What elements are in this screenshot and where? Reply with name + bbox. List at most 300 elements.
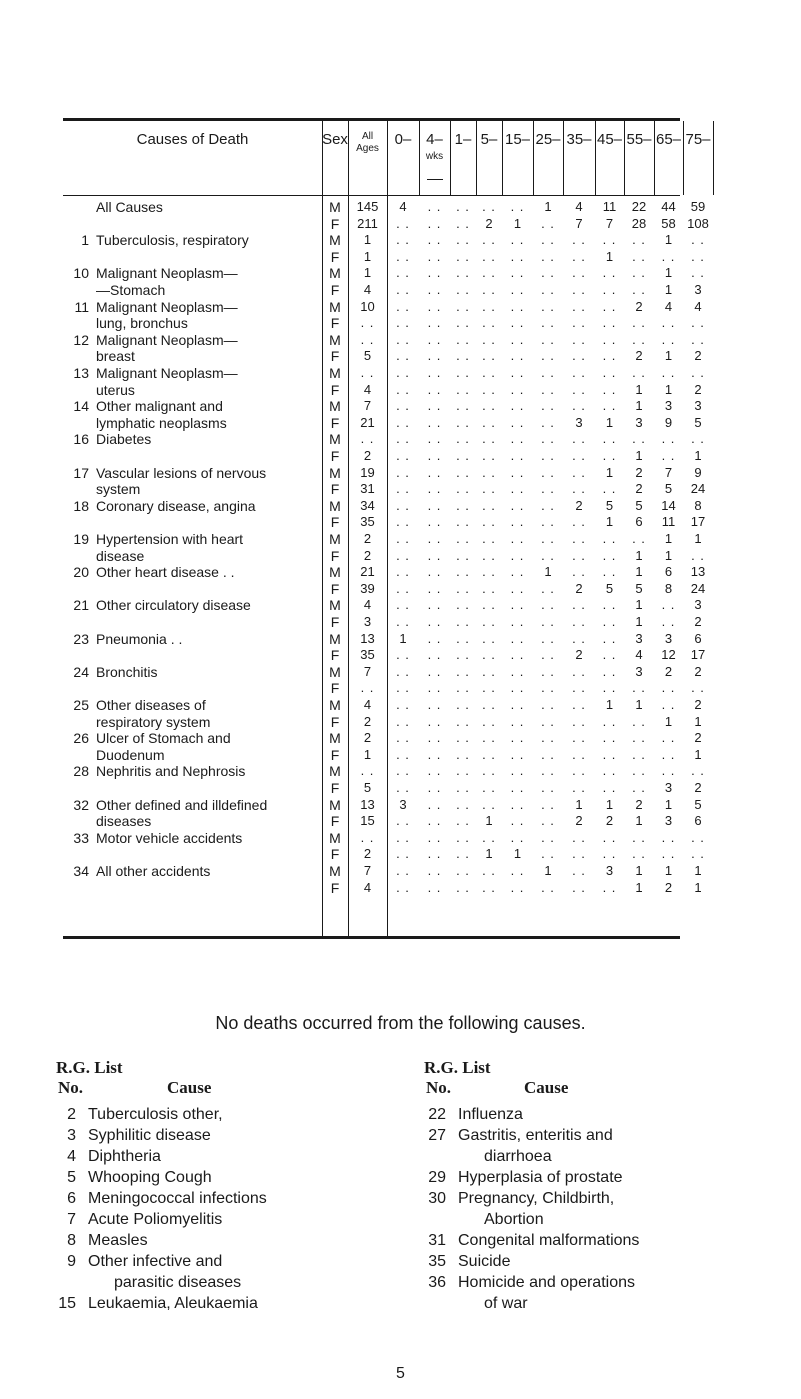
list-item	[424, 1209, 764, 1230]
count-cell: 1	[664, 232, 673, 248]
sex-cell: M	[329, 663, 341, 680]
empty-cell: . .	[427, 448, 442, 463]
list-item	[56, 1293, 386, 1314]
sex-cell: M	[329, 464, 341, 481]
empty-cell: . .	[602, 365, 617, 380]
cause-label: lymphatic neoplasms	[96, 414, 227, 431]
list-item	[56, 1209, 386, 1230]
list-item	[424, 1293, 764, 1314]
empty-cell: . .	[396, 680, 410, 696]
count-cell: 2	[694, 697, 702, 712]
empty-cell: . .	[541, 381, 555, 397]
empty-cell: . .	[541, 315, 555, 331]
list-item	[424, 1167, 764, 1188]
empty-cell: . .	[632, 265, 646, 281]
empty-cell: . .	[360, 431, 375, 447]
empty-cell: . .	[427, 298, 442, 314]
empty-cell: . .	[482, 199, 496, 214]
empty-cell: . .	[510, 365, 525, 380]
count-cell: 6	[694, 813, 702, 829]
count-cell: 1	[605, 514, 614, 530]
list-item	[424, 1188, 764, 1209]
empty-cell: . .	[456, 248, 470, 264]
table-row	[63, 381, 702, 398]
count-cell: 14	[661, 497, 676, 513]
cause-number: 18	[73, 497, 89, 514]
empty-cell: . .	[482, 597, 496, 613]
sex-cell: F	[330, 746, 340, 763]
empty-cell: . .	[396, 448, 410, 463]
empty-cell: . .	[661, 763, 676, 779]
empty-cell: . .	[482, 680, 496, 696]
empty-cell: . .	[541, 580, 555, 596]
empty-cell: . .	[572, 746, 586, 762]
empty-cell: . .	[396, 497, 410, 513]
cause-cell	[67, 880, 320, 896]
cause-label: Ulcer of Stomach and	[96, 730, 231, 747]
left-list-subheading	[56, 1078, 386, 1104]
sex-cell: M	[329, 398, 341, 415]
empty-cell: . .	[691, 248, 705, 264]
empty-cell: . .	[482, 697, 496, 712]
table-row	[63, 863, 702, 879]
sex-cell: M	[329, 796, 341, 813]
empty-cell: . .	[691, 365, 705, 380]
list-item	[424, 1146, 764, 1167]
empty-cell: . .	[572, 365, 586, 380]
empty-cell: . .	[482, 746, 496, 762]
list-item-cause: Influenza	[458, 1106, 523, 1123]
column-rule	[563, 121, 564, 195]
cause-cell	[67, 348, 320, 364]
column-rule	[502, 121, 503, 195]
empty-cell: . .	[510, 298, 525, 314]
empty-cell: . .	[396, 730, 410, 746]
table-row	[63, 597, 702, 614]
count-cell: 1	[635, 597, 643, 613]
cause-cell	[67, 465, 320, 481]
empty-cell: . .	[510, 514, 525, 530]
list-item-cause: Syphilitic disease	[88, 1127, 211, 1144]
count-cell: 6	[664, 564, 673, 580]
empty-cell: . .	[510, 647, 525, 663]
right-list-items	[424, 1104, 764, 1314]
empty-cell: . .	[510, 780, 525, 795]
table-row	[63, 829, 705, 846]
count-cell: 3	[694, 282, 702, 297]
cause-label: respiratory system	[96, 713, 211, 730]
cause-label: breast	[96, 348, 135, 365]
cause-label: All Causes	[96, 199, 163, 215]
empty-cell: . .	[602, 448, 617, 463]
count-cell: 8	[694, 497, 702, 513]
cause-cell	[67, 631, 320, 647]
empty-cell: . .	[396, 348, 410, 364]
empty-cell: . .	[396, 464, 410, 480]
table-row	[63, 547, 705, 564]
cause-cell	[67, 382, 320, 398]
empty-cell: . .	[427, 315, 442, 331]
empty-cell: . .	[427, 597, 442, 613]
empty-cell: . .	[456, 464, 470, 480]
empty-cell: . .	[602, 647, 617, 663]
empty-cell: . .	[572, 315, 586, 331]
empty-cell: . .	[427, 248, 442, 264]
sex-cell: F	[330, 248, 340, 265]
empty-cell: . .	[602, 780, 617, 795]
empty-cell: . .	[572, 298, 586, 314]
cause-number: 25	[73, 697, 89, 713]
count-cell: 9	[694, 464, 702, 480]
empty-cell: . .	[661, 597, 676, 613]
count-cell: 5	[694, 796, 702, 812]
empty-cell: . .	[691, 315, 705, 331]
empty-cell: . .	[427, 697, 442, 712]
empty-cell: . .	[510, 282, 525, 297]
cause-cell	[67, 299, 320, 315]
cause-label: diseases	[96, 813, 152, 830]
empty-cell: . .	[510, 531, 525, 546]
count-cell: 1	[694, 746, 702, 762]
count-cell: 19	[360, 464, 375, 480]
empty-cell: . .	[427, 265, 442, 281]
header-age-8: 55–	[626, 131, 652, 148]
count-cell: 11	[602, 199, 617, 214]
cause-number: 26	[73, 730, 89, 747]
empty-cell: . .	[602, 481, 617, 497]
empty-cell: . .	[427, 630, 442, 646]
count-cell: 24	[690, 481, 706, 497]
count-cell: 1	[635, 564, 643, 580]
empty-cell: . .	[427, 481, 442, 497]
count-cell: 1	[605, 464, 614, 480]
cause-cell	[67, 664, 320, 680]
count-cell: 24	[690, 580, 706, 596]
empty-cell: . .	[510, 829, 525, 845]
count-cell: 108	[687, 215, 709, 231]
empty-cell: . .	[691, 829, 705, 845]
empty-cell: . .	[572, 481, 586, 497]
cause-cell	[67, 481, 320, 497]
empty-cell: . .	[427, 763, 442, 779]
empty-cell: . .	[396, 298, 410, 314]
count-cell: 13	[360, 796, 375, 812]
cause-cell	[67, 780, 320, 796]
table-row	[63, 448, 702, 464]
cause-cell	[67, 680, 320, 696]
header-age-2: 1–	[454, 131, 472, 148]
column-rule	[476, 121, 477, 195]
cause-cell	[67, 498, 320, 514]
empty-cell: . .	[572, 431, 586, 447]
empty-cell: . .	[572, 846, 586, 862]
cause-number: 28	[73, 763, 89, 780]
count-cell: 2	[575, 497, 583, 513]
count-cell: 1	[575, 796, 583, 812]
list-item	[424, 1272, 764, 1293]
table-row	[63, 630, 702, 647]
left-cause-label: Cause	[167, 1078, 212, 1097]
empty-cell: . .	[510, 348, 525, 364]
count-cell: 3	[363, 614, 372, 629]
count-cell: 1	[664, 265, 673, 281]
table-row	[63, 846, 705, 863]
cause-cell	[67, 265, 320, 281]
list-item	[56, 1251, 386, 1272]
sex-cell: M	[329, 630, 341, 647]
empty-cell: . .	[541, 780, 555, 795]
empty-cell: . .	[510, 464, 525, 480]
count-cell: 39	[360, 580, 375, 596]
count-cell: 1	[544, 199, 552, 214]
empty-cell: . .	[360, 315, 375, 331]
count-cell: 1	[664, 348, 673, 364]
empty-cell: . .	[396, 547, 410, 563]
cause-cell	[67, 315, 320, 331]
count-cell: 3	[664, 398, 673, 414]
empty-cell: . .	[482, 348, 496, 364]
count-cell: 2	[575, 813, 583, 829]
empty-cell: . .	[396, 663, 410, 679]
empty-cell: . .	[427, 580, 442, 596]
empty-cell: . .	[396, 713, 410, 729]
count-cell: 1	[605, 414, 614, 430]
empty-cell: . .	[396, 398, 410, 414]
empty-cell: . .	[456, 647, 470, 663]
cause-label: Tuberculosis, respiratory	[96, 232, 249, 249]
sex-cell: M	[329, 829, 341, 846]
empty-cell: . .	[427, 531, 442, 546]
sex-cell: M	[329, 564, 341, 581]
list-item-number: 4	[67, 1148, 76, 1165]
cause-label: Bronchitis	[96, 663, 158, 680]
right-rg-list-label: R.G. List	[424, 1058, 491, 1077]
empty-cell: . .	[572, 829, 586, 845]
cause-cell	[67, 448, 320, 464]
table-row	[63, 414, 702, 431]
sex-cell: F	[330, 315, 340, 332]
empty-cell: . .	[541, 414, 555, 430]
empty-cell: . .	[427, 863, 442, 878]
empty-cell: . .	[456, 331, 470, 347]
count-cell: 1	[694, 713, 702, 729]
empty-cell: . .	[541, 796, 555, 812]
empty-cell: . .	[396, 331, 410, 347]
list-item-number: 29	[428, 1169, 446, 1186]
table-row	[63, 497, 702, 514]
empty-cell: . .	[541, 647, 555, 663]
count-cell: 8	[664, 580, 673, 596]
empty-cell: . .	[510, 630, 525, 646]
empty-cell: . .	[510, 796, 525, 812]
empty-cell: . .	[572, 713, 586, 729]
count-cell: 1	[694, 863, 702, 878]
empty-cell: . .	[482, 564, 496, 580]
table-row	[63, 680, 705, 697]
empty-cell: . .	[396, 248, 410, 264]
count-cell: 3	[694, 398, 702, 414]
empty-cell: . .	[602, 713, 617, 729]
empty-cell: . .	[456, 199, 470, 214]
cause-number: 20	[73, 564, 89, 581]
empty-cell: . .	[632, 713, 646, 729]
sex-cell: F	[330, 780, 340, 796]
count-cell: 1	[694, 879, 702, 895]
count-cell: 22	[631, 199, 647, 214]
empty-cell: . .	[602, 531, 617, 546]
count-cell: 2	[694, 348, 702, 364]
cause-cell	[67, 763, 320, 779]
count-cell: 2	[635, 481, 643, 497]
header-weeks-rule	[427, 179, 443, 180]
cause-number: 1	[81, 232, 89, 249]
empty-cell: . .	[602, 680, 617, 696]
left-list-items	[56, 1104, 386, 1314]
empty-cell: . .	[602, 232, 617, 248]
count-cell: 2	[694, 780, 702, 795]
empty-cell: . .	[427, 879, 442, 895]
right-list-subheading	[424, 1078, 764, 1104]
count-cell: 13	[360, 630, 375, 646]
count-cell: 3	[575, 414, 583, 430]
cause-cell	[67, 614, 320, 630]
count-cell: 1	[485, 813, 493, 829]
empty-cell: . .	[427, 796, 442, 812]
count-cell: 44	[661, 199, 676, 214]
empty-cell: . .	[456, 763, 470, 779]
count-cell: 2	[363, 846, 372, 862]
header-age-1	[419, 131, 450, 165]
sex-cell: M	[329, 763, 341, 780]
empty-cell: . .	[482, 863, 496, 878]
header-age-0: 0–	[394, 131, 412, 148]
count-cell: 1	[664, 547, 673, 563]
count-cell: 12	[661, 647, 676, 663]
table-row	[63, 663, 702, 680]
count-cell: 5	[363, 348, 372, 364]
empty-cell: . .	[691, 763, 705, 779]
count-cell: 5	[635, 580, 643, 596]
empty-cell: . .	[632, 531, 646, 546]
cause-cell	[67, 730, 320, 746]
count-cell: 1	[363, 265, 372, 281]
count-cell: 3	[635, 630, 643, 646]
empty-cell: . .	[482, 763, 496, 779]
empty-cell: . .	[661, 746, 676, 762]
column-rule	[654, 121, 655, 195]
empty-cell: . .	[456, 630, 470, 646]
empty-cell: . .	[602, 282, 617, 297]
empty-cell: . .	[602, 298, 617, 314]
count-cell: 2	[605, 813, 614, 829]
count-cell: 4	[363, 697, 372, 712]
count-cell: 2	[635, 348, 643, 364]
cause-label: uterus	[96, 381, 135, 398]
cause-cell	[67, 365, 320, 381]
empty-cell: . .	[541, 697, 555, 712]
empty-cell: . .	[510, 746, 525, 762]
cause-cell	[67, 216, 320, 232]
list-item-number: 31	[428, 1232, 446, 1249]
empty-cell: . .	[602, 265, 617, 281]
count-cell: 31	[360, 481, 375, 497]
sex-cell: M	[329, 597, 341, 614]
empty-cell: . .	[691, 265, 705, 281]
empty-cell: . .	[396, 215, 410, 231]
empty-cell: . .	[541, 713, 555, 729]
count-cell: 4	[399, 199, 407, 214]
cause-cell	[67, 431, 320, 447]
empty-cell: . .	[396, 614, 410, 629]
sex-cell: M	[329, 531, 341, 547]
empty-cell: . .	[572, 564, 586, 580]
cause-label: Hypertension with heart	[96, 531, 244, 547]
empty-cell: . .	[427, 514, 442, 530]
cause-label: Other heart disease . .	[96, 564, 235, 581]
count-cell: 2	[363, 448, 372, 463]
empty-cell: . .	[510, 763, 525, 779]
empty-cell: . .	[396, 265, 410, 281]
cause-cell	[67, 797, 320, 813]
count-cell: 1	[544, 863, 552, 878]
empty-cell: . .	[510, 232, 525, 248]
empty-cell: . .	[632, 331, 646, 347]
empty-cell: . .	[541, 829, 555, 845]
count-cell: 2	[485, 215, 493, 231]
table-row	[63, 763, 705, 780]
cause-label: Malignant Neoplasm—	[96, 365, 238, 381]
empty-cell: . .	[541, 365, 555, 380]
cause-cell	[67, 647, 320, 663]
empty-cell: . .	[456, 829, 470, 845]
empty-cell: . .	[482, 647, 496, 663]
empty-cell: . .	[602, 630, 617, 646]
empty-cell: . .	[541, 448, 555, 463]
empty-cell: . .	[482, 497, 496, 513]
empty-cell: . .	[427, 282, 442, 297]
count-cell: 4	[664, 298, 673, 314]
empty-cell: . .	[541, 348, 555, 364]
count-cell: 4	[363, 381, 372, 397]
empty-cell: . .	[572, 265, 586, 281]
empty-cell: . .	[541, 398, 555, 414]
count-cell: 5	[605, 497, 614, 513]
empty-cell: . .	[360, 829, 375, 845]
empty-cell: . .	[572, 381, 586, 397]
empty-cell: . .	[510, 580, 525, 596]
list-item-cause: Congenital malformations	[458, 1232, 640, 1249]
table-row	[63, 431, 705, 448]
count-cell: 5	[363, 780, 372, 795]
cause-label: Vascular lesions of nervous	[96, 464, 267, 481]
cause-label: Duodenum	[96, 746, 165, 763]
cause-label: Nephritis and Nephrosis	[96, 763, 246, 780]
empty-cell: . .	[427, 348, 442, 364]
empty-cell: . .	[572, 680, 586, 696]
empty-cell: . .	[427, 780, 442, 795]
list-item-number: 6	[67, 1190, 76, 1207]
count-cell: 1	[605, 248, 614, 264]
empty-cell: . .	[541, 464, 555, 480]
count-cell: 1	[664, 863, 673, 878]
table-row	[63, 514, 706, 531]
empty-cell: . .	[572, 398, 586, 414]
count-cell: 145	[356, 199, 379, 214]
empty-cell: . .	[482, 398, 496, 414]
empty-cell: . .	[510, 813, 525, 829]
empty-cell: . .	[456, 232, 470, 248]
empty-cell: . .	[661, 248, 676, 264]
